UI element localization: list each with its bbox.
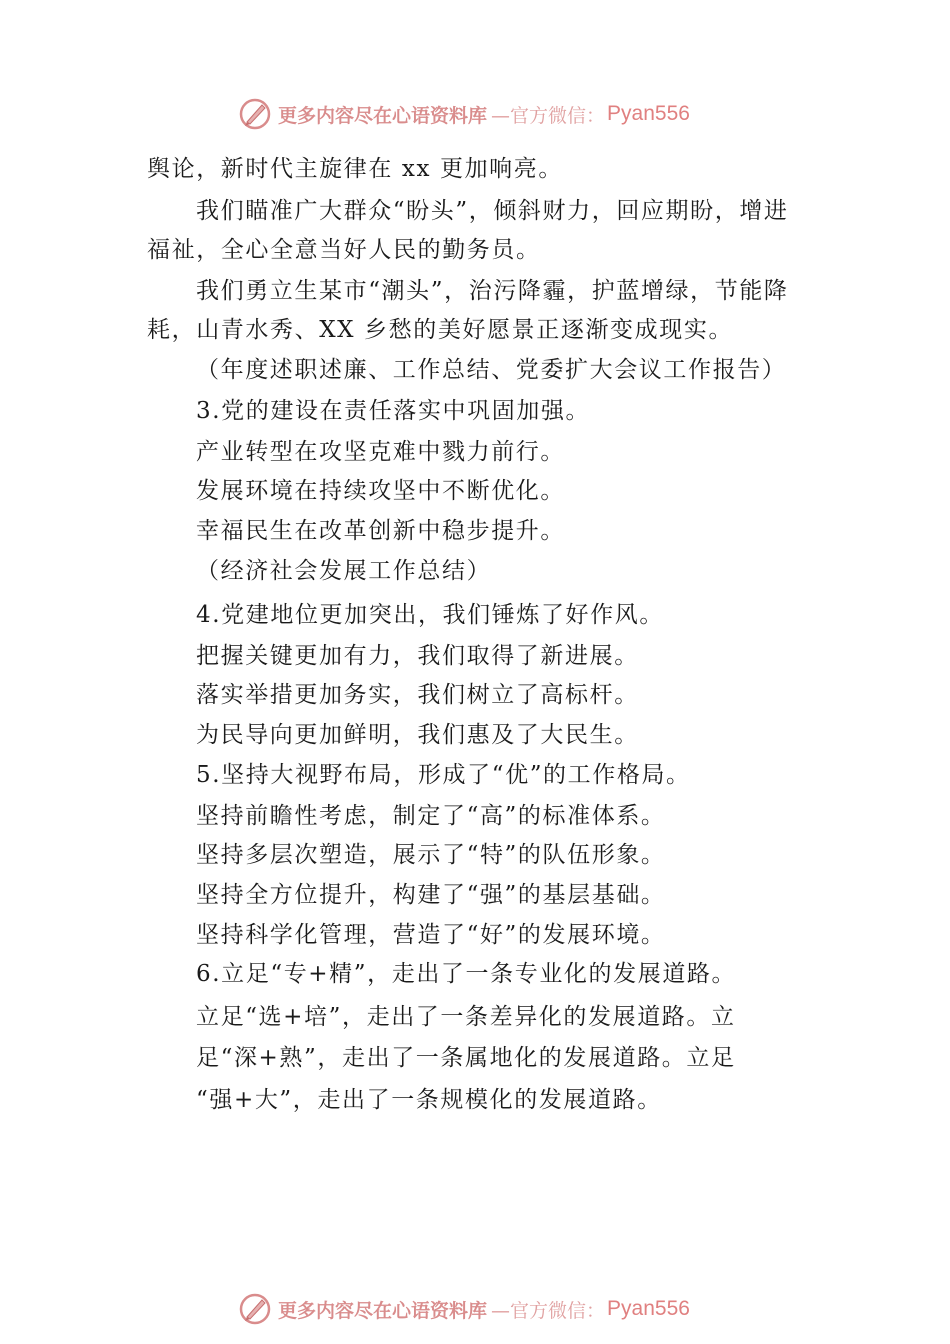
text-line: 坚持全方位提升，构建了“强”的基层基础。 <box>196 882 666 908</box>
text-line: 6.立足“专+精”，走出了一条专业化的发展道路。 <box>196 961 737 987</box>
text-line: 立足“选+培”，走出了一条差异化的发展道路。立 <box>196 1004 736 1030</box>
watermark-separator: —官方微信： <box>491 1299 606 1322</box>
text-line: 我们勇立生某市“潮头”，治污降霾，护蓝增绿，节能降 <box>196 278 789 304</box>
text-line: 3.党的建设在责任落实中巩固加强。 <box>196 398 591 424</box>
text-line: 4.党建地位更加突出，我们锤炼了好作风。 <box>196 602 664 628</box>
text-line: “强+大”，走出了一条规模化的发展道路。 <box>196 1087 662 1113</box>
text-line: 坚持多层次塑造，展示了“特”的队伍形象。 <box>196 842 666 868</box>
text-line: 耗，山青水秀、XX 乡愁的美好愿景正逐渐变成现实。 <box>147 317 734 343</box>
text-line: 落实举措更加务实，我们树立了高标杆。 <box>196 682 639 708</box>
text-line: 我们瞄准广大群众“盼头”，倾斜财力，回应期盼，增进 <box>196 198 789 224</box>
text-line: （年度述职述廉、工作总结、党委扩大会议工作报告） <box>196 357 787 383</box>
footer-watermark <box>238 1291 690 1327</box>
text-line: 福祉，全心全意当好人民的勤务员。 <box>147 237 541 263</box>
text-line: 坚持科学化管理，营造了“好”的发展环境。 <box>196 922 666 948</box>
text-line: 产业转型在攻坚克难中戮力前行。 <box>196 439 565 465</box>
text-line: 发展环境在持续攻坚中不断优化。 <box>196 478 565 504</box>
watermark-wechat-id: Pyan556 <box>607 1297 690 1320</box>
quill-logo-icon <box>238 1292 272 1326</box>
text-line: 为民导向更加鲜明，我们惠及了大民生。 <box>196 722 639 748</box>
text-line: 足“深+熟”，走出了一条属地化的发展道路。立足 <box>196 1045 736 1071</box>
text-line: （经济社会发展工作总结） <box>196 558 492 584</box>
text-line: 舆论，新时代主旋律在 xx 更加响亮。 <box>147 156 563 182</box>
header-watermark <box>238 96 690 132</box>
text-line: 把握关键更加有力，我们取得了新进展。 <box>196 643 639 669</box>
text-line: 坚持前瞻性考虑，制定了“高”的标准体系。 <box>196 803 666 829</box>
text-line: 幸福民生在改革创新中稳步提升。 <box>196 518 565 544</box>
text-line: 5.坚持大视野布局，形成了“优”的工作格局。 <box>196 762 691 788</box>
watermark-wechat-id: Pyan556 <box>607 102 690 125</box>
watermark-brand: 更多内容尽在心语资料库 <box>278 1299 488 1322</box>
watermark-brand: 更多内容尽在心语资料库 <box>278 104 488 127</box>
watermark-separator: —官方微信： <box>491 104 606 127</box>
quill-logo-icon <box>238 97 272 131</box>
